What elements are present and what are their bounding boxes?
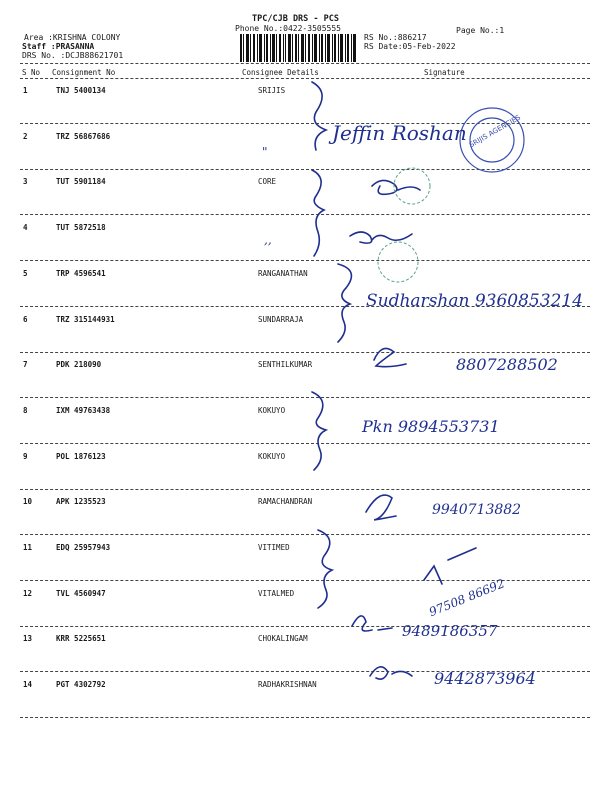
row-consignment: PDK 218090 (56, 360, 102, 369)
signature-13: 9489186357 (402, 622, 498, 640)
row-consignee: VITIMED (258, 543, 290, 552)
drs-number: DRS No. :DCJB88621701 (22, 51, 124, 60)
table-row (0, 497, 600, 509)
row-sno: 11 (23, 543, 33, 552)
ditto-mark-2: " (262, 145, 268, 159)
row-consignment: TNJ 5400134 (56, 86, 106, 95)
divider (20, 580, 590, 581)
row-consignee: CHOKALINGAM (258, 634, 308, 643)
row-consignment: PGT 4302792 (56, 680, 106, 689)
row-consignee: VITALMED (258, 589, 295, 598)
row-sno: 9 (23, 452, 28, 461)
table-row (0, 543, 600, 555)
scribble-14 (370, 667, 412, 679)
row-sno: 8 (23, 406, 28, 415)
divider (20, 489, 590, 490)
row-consignee: RANGANATHAN (258, 269, 308, 278)
phone-number: Phone No.:0422-3505555 (235, 24, 341, 33)
divider (20, 63, 590, 64)
table-row (0, 315, 600, 327)
divider (20, 626, 590, 627)
row-consignee: KOKUYO (258, 406, 286, 415)
row-consignee: SENTHILKUMAR (258, 360, 313, 369)
row-sno: 5 (23, 269, 28, 278)
divider (20, 352, 590, 353)
table-row (0, 269, 600, 281)
staff-field: Staff :PRASANNA (22, 42, 95, 51)
row-sno: 3 (23, 177, 28, 186)
divider (20, 534, 590, 535)
divider (20, 260, 590, 261)
row-consignment: IXM 49763438 (56, 406, 111, 415)
divider (20, 443, 590, 444)
column-consignment: Consignment No (52, 68, 116, 77)
divider (20, 123, 590, 124)
row-sno: 2 (23, 132, 28, 141)
row-sno: 4 (23, 223, 28, 232)
table-row (0, 86, 600, 98)
stamp-text: SRIJIS AGENCIES (467, 113, 522, 150)
table-row (0, 360, 600, 372)
page-number: Page No.:1 (456, 26, 505, 35)
divider (20, 214, 590, 215)
row-consignment: TRZ 56867686 (56, 132, 111, 141)
divider (20, 169, 590, 170)
row-consignee: SUNDARRAJA (258, 315, 304, 324)
column-signature: Signature (424, 68, 465, 77)
table-row (0, 132, 600, 144)
signature-9: Pkn 9894553731 (362, 417, 500, 436)
signature-12: 97508 86692 (426, 576, 507, 620)
sheet-title: TPC/CJB DRS - PCS (252, 14, 339, 24)
signature-10: 9940713882 (432, 502, 522, 518)
row-consignment: TUT 5872518 (56, 223, 106, 232)
table-row (0, 452, 600, 464)
row-consignment: POL 1876123 (56, 452, 106, 461)
area-field: Area :KRISHNA COLONY (24, 33, 121, 42)
row-sno: 6 (23, 315, 28, 324)
row-consignment: EDQ 25957943 (56, 543, 111, 552)
signature-7: 8807288502 (456, 355, 558, 374)
row-consignment: KRR 5225651 (56, 634, 106, 643)
row-sno: 7 (23, 360, 28, 369)
column-consignee: Consignee Details (242, 68, 319, 77)
row-consignee: KOKUYO (258, 452, 286, 461)
divider (20, 397, 590, 398)
row-sno: 1 (23, 86, 28, 95)
signature-5: Sudharshan 9360853214 (366, 291, 584, 311)
column-sno: S No (22, 68, 41, 77)
barcode (240, 34, 358, 62)
divider (20, 717, 590, 718)
row-consignee: SRIJIS (258, 86, 286, 95)
row-sno: 10 (23, 497, 33, 506)
table-row (0, 177, 600, 189)
row-sno: 14 (23, 680, 33, 689)
table-row (0, 680, 600, 692)
table-row (0, 223, 600, 235)
divider (20, 306, 590, 307)
rs-date: RS Date:05-Feb-2022 (364, 42, 456, 51)
row-consignee: RAMACHANDRAN (258, 497, 313, 506)
row-consignment: TUT 5901184 (56, 177, 106, 186)
table-row (0, 634, 600, 646)
row-consignment: TRZ 315144931 (56, 315, 115, 324)
row-consignment: TVL 4560947 (56, 589, 106, 598)
scribble-13 (352, 616, 392, 631)
divider (20, 78, 590, 79)
row-sno: 13 (23, 634, 33, 643)
ditto-mark-4: ,, (264, 233, 272, 247)
table-row (0, 406, 600, 418)
row-consignment: TRP 4596541 (56, 269, 106, 278)
signature-14: 9442873964 (434, 669, 536, 688)
row-consignment: APK 1235523 (56, 497, 106, 506)
row-sno: 12 (23, 589, 33, 598)
divider (20, 671, 590, 672)
rs-number: RS No.:886217 (364, 33, 427, 42)
row-consignee: CORE (258, 177, 277, 186)
row-consignee: RADHAKRISHNAN (258, 680, 317, 689)
signature-1: Jeffin Roshan (332, 121, 467, 145)
table-row (0, 589, 600, 601)
